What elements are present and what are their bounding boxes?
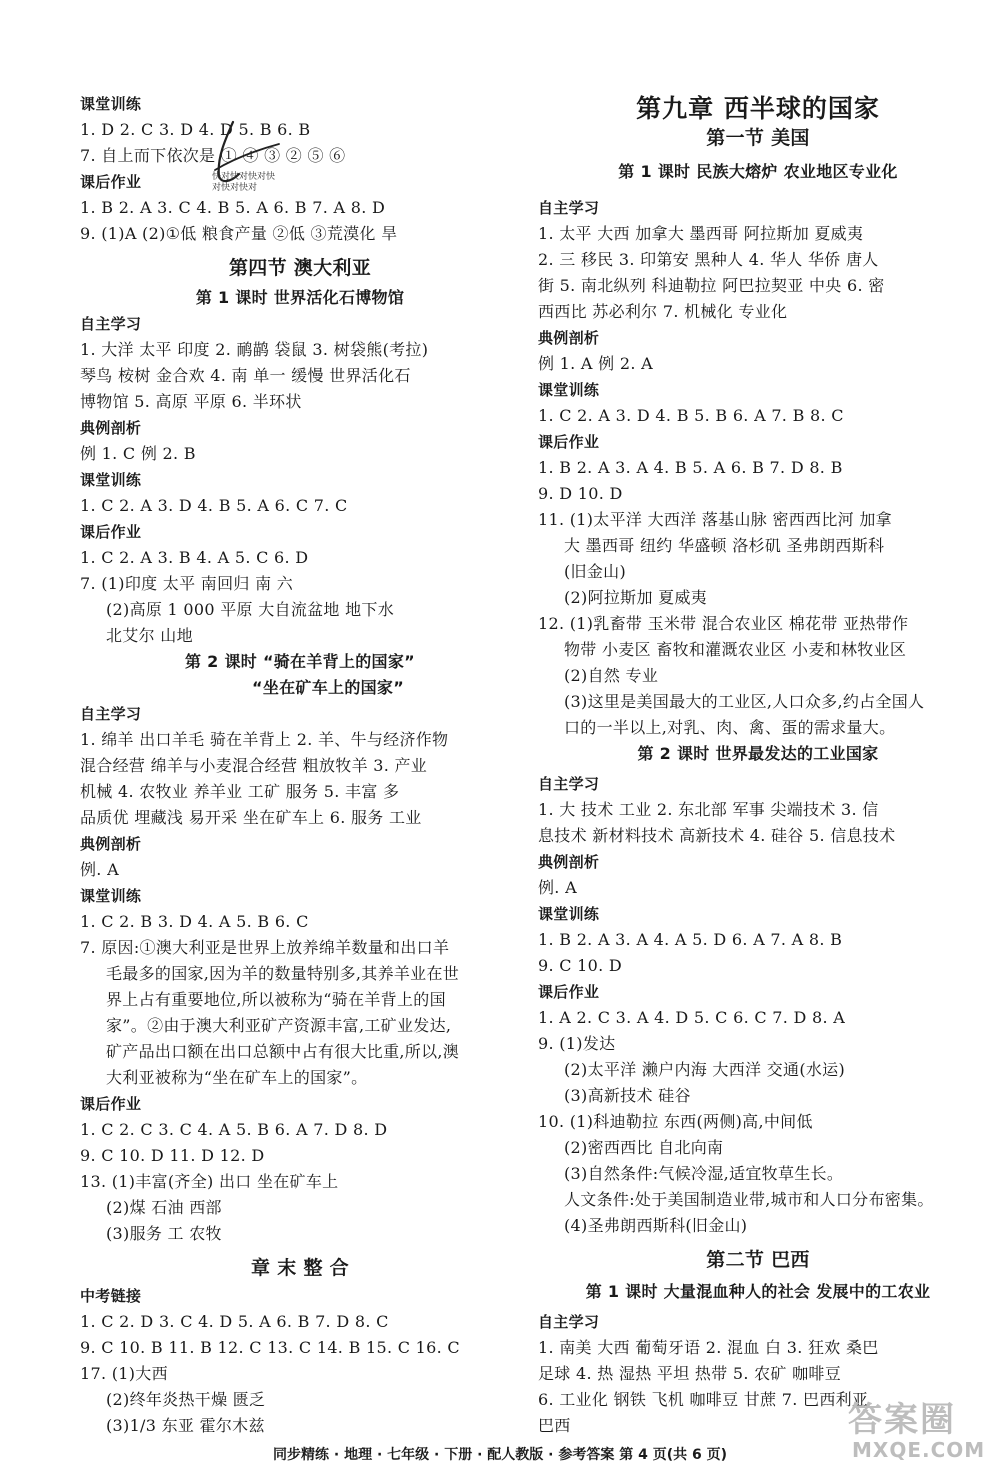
left-section-label: 课堂训练 — [80, 95, 142, 113]
right-answer-line: 1. 大 技术 工业 2. 东北部 军事 尖端技术 3. 信 — [538, 800, 879, 819]
right-answer-line-indented: (3)高新技术 硅谷 — [564, 1086, 691, 1105]
left-answer-line: 混合经营 绵羊与小麦混合经营 粗放牧羊 3. 产业 — [80, 756, 428, 775]
left-section-label: 典例剖析 — [80, 835, 142, 853]
left-answer-line: 博物馆 5. 高原 平原 6. 半环状 — [80, 392, 302, 411]
right-section-label: 课堂训练 — [538, 381, 600, 399]
left-answer-line: 1. C 2. D 3. C 4. D 5. A 6. B 7. D 8. C — [80, 1312, 389, 1331]
right-answer-line: 息技术 新材料技术 高新技术 4. 硅谷 5. 信息技术 — [538, 826, 896, 845]
left-answer-line: 13. (1)丰富(齐全) 出口 坐在矿车上 — [80, 1172, 339, 1191]
left-answer-line: 1. D 2. C 3. D 4. D 5. B 6. B — [80, 120, 311, 139]
left-answer-line: 机械 4. 农牧业 养羊业 工矿 服务 5. 丰富 多 — [80, 782, 400, 801]
right-answer-line-indented: 物带 小麦区 畜牧和灌溉农业区 小麦和林牧业区 — [564, 640, 907, 659]
left-section-label: 课堂训练 — [80, 887, 142, 905]
left-section-label: 课堂训练 — [80, 471, 142, 489]
left-answer-line: 例 1. C 例 2. B — [80, 444, 196, 463]
left-answer-line: 1. 大洋 太平 印度 2. 鸸鹋 袋鼠 3. 树袋熊(考拉) — [80, 340, 429, 359]
page-footer: 同步精练 · 地理 · 七年级 · 下册 · 配人教版 · 参考答案 第 4 页(共 6 页) — [273, 1447, 727, 1463]
left-lesson-heading: 第 2 课时 “骑在羊背上的国家” — [185, 652, 415, 671]
right-answer-line: 例. A — [538, 878, 577, 897]
right-answer-line: 1. A 2. C 3. A 4. D 5. C 6. C 7. D 8. A — [538, 1008, 846, 1027]
right-answer-line: 10. (1)科迪勒拉 东西(两侧)高,中间低 — [538, 1112, 813, 1131]
left-answer-line: 1. C 2. B 3. D 4. A 5. B 6. C — [80, 912, 309, 931]
left-answer-line-indented: 矿产品出口额在出口总额中占有很大比重,所以,澳 — [106, 1042, 460, 1061]
left-section-label: 课后作业 — [80, 523, 142, 541]
right-answer-line: 例 1. A 例 2. A — [538, 354, 653, 373]
left-answer-line: 17. (1)大西 — [80, 1364, 168, 1383]
right-answer-line: 巴西 — [538, 1416, 571, 1435]
left-answer-line: 例. A — [80, 860, 119, 879]
left-answer-line: 1. B 2. A 3. C 4. B 5. A 6. B 7. A 8. D — [80, 198, 386, 217]
left-answer-line-indented: 北艾尔 山地 — [106, 626, 193, 645]
right-answer-line: 1. 太平 大西 加拿大 墨西哥 阿拉斯加 夏威夷 — [538, 224, 864, 243]
right-lesson-heading: 第 1 课时 大量混血种人的社会 发展中的工农业 — [585, 1282, 931, 1301]
right-answer-line: 11. (1)太平洋 大西洋 落基山脉 密西西比河 加拿 — [538, 510, 892, 529]
left-answer-line: 9. C 10. D 11. D 12. D — [80, 1146, 265, 1165]
right-answer-line-indented: (2)自然 专业 — [564, 666, 659, 685]
right-lesson-heading: 第 1 课时 民族大熔炉 农业地区专业化 — [618, 162, 898, 181]
right-answer-line: 2. 三 移民 3. 印第安 黑种人 4. 华人 华侨 唐人 — [538, 250, 879, 269]
left-answer-line-indented: (3)1/3 东亚 霍尔木兹 — [106, 1416, 265, 1435]
right-answer-line-indented: (2)太平洋 濑户内海 大西洋 交通(水运) — [564, 1060, 846, 1079]
left-answer-line: 1. C 2. C 3. C 4. A 5. B 6. A 7. D 8. D — [80, 1120, 388, 1139]
left-answer-line-indented: 家”。②由于澳大利亚矿产资源丰富,工矿业发达, — [106, 1016, 452, 1035]
right-answer-line: 9. C 10. D — [538, 956, 623, 975]
right-section-label: 自主学习 — [538, 775, 600, 793]
right-answer-line-indented: (旧金山) — [564, 562, 626, 581]
right-answer-line: 1. B 2. A 3. A 4. A 5. D 6. A 7. A 8. B — [538, 930, 843, 949]
left-answer-line: 7. 自上而下依次是 ① ④ ③ ② ⑤ ⑥ — [80, 146, 346, 165]
right-answer-line-indented: 大 墨西哥 纽约 华盛顿 洛杉矶 圣弗朗西斯科 — [564, 536, 885, 555]
right-answer-line-indented: (3)自然条件:气候冷湿,适宜牧草生长。 — [564, 1164, 844, 1183]
left-answer-line: 品质优 埋藏浅 易开采 坐在矿车上 6. 服务 工业 — [80, 808, 422, 827]
right-answer-line-indented: (2)阿拉斯加 夏威夷 — [564, 588, 708, 607]
right-answer-line: 1. 南美 大西 葡萄牙语 2. 混血 白 3. 狂欢 桑巴 — [538, 1338, 879, 1357]
left-answer-line: 9. (1)A (2)①低 粮食产量 ②低 ③荒漠化 旱 — [80, 224, 398, 243]
left-section-label: 课后作业 — [80, 1095, 142, 1113]
right-chapter-heading: 第九章 西半球的国家 — [636, 94, 880, 123]
left-section-label: 典例剖析 — [80, 419, 142, 437]
left-answer-line: 7. 原因:①澳大利亚是世界上放养绵羊数量和出口羊 — [80, 938, 450, 957]
right-section-label: 自主学习 — [538, 1313, 600, 1331]
right-answer-line: 9. D 10. D — [538, 484, 623, 503]
right-section-heading: 第一节 美国 — [706, 127, 810, 149]
right-section-label: 典例剖析 — [538, 329, 600, 347]
left-section-label: 中考链接 — [80, 1287, 142, 1305]
left-section-heading: 第四节 澳大利亚 — [228, 257, 371, 279]
left-section-label: 自主学习 — [80, 705, 142, 723]
left-answer-line-indented: 界上占有重要地位,所以被称为“骑在羊背上的国 — [106, 990, 446, 1009]
right-section-label: 课后作业 — [538, 983, 600, 1001]
handwriting-note: 快对快对快对快对快对快对 — [212, 172, 276, 193]
left-answer-line-indented: (3)服务 工 农牧 — [106, 1224, 222, 1243]
left-answer-line: 1. C 2. A 3. B 4. A 5. C 6. D — [80, 548, 309, 567]
left-answer-line-indented: (2)煤 石油 西部 — [106, 1198, 222, 1217]
right-answer-line: 街 5. 南北纵列 科迪勒拉 阿巴拉契亚 中央 6. 密 — [538, 276, 885, 295]
right-answer-line-indented: 口的一半以上,对乳、肉、禽、蛋的需求量大。 — [564, 718, 896, 737]
right-answer-line-indented: (2)密西西比 自北向南 — [564, 1138, 724, 1157]
left-section-heading: 章 末 整 合 — [251, 1257, 349, 1279]
watermark-text: 答案圈 — [848, 1400, 956, 1440]
left-answer-line-indented: 毛最多的国家,因为羊的数量特别多,其养羊业在世 — [106, 964, 460, 983]
right-answer-line-indented: 人文条件:处于美国制造业带,城市和人口分布密集。 — [564, 1190, 934, 1209]
left-answer-line-indented: 大利亚被称为“坐在矿车上的国家”。 — [106, 1068, 368, 1087]
right-section-label: 自主学习 — [538, 199, 600, 217]
right-section-label: 课后作业 — [538, 433, 600, 451]
right-answer-line: 12. (1)乳畜带 玉米带 混合农业区 棉花带 亚热带作 — [538, 614, 909, 633]
right-section-label: 典例剖析 — [538, 853, 600, 871]
left-answer-line: 琴鸟 桉树 金合欢 4. 南 单一 缓慢 世界活化石 — [80, 366, 411, 385]
right-answer-line: 6. 工业化 钢铁 飞机 咖啡豆 甘蔗 7. 巴西利亚 — [538, 1390, 869, 1409]
right-answer-line-indented: (3)这里是美国最大的工业区,人口众多,约占全国人 — [564, 692, 925, 711]
left-section-label: 课后作业 — [80, 173, 142, 191]
left-answer-line: 9. C 10. B 11. B 12. C 13. C 14. B 15. C 16. C — [80, 1338, 460, 1357]
right-answer-line: 1. B 2. A 3. A 4. B 5. A 6. B 7. D 8. B — [538, 458, 843, 477]
watermark-url: MXQE.COM — [852, 1438, 986, 1462]
right-section-heading: 第二节 巴西 — [706, 1249, 810, 1271]
left-answer-line: 1. C 2. A 3. D 4. B 5. A 6. C 7. C — [80, 496, 348, 515]
left-answer-line: 1. 绵羊 出口羊毛 骑在羊背上 2. 羊、牛与经济作物 — [80, 730, 449, 749]
left-lesson-heading-subtitle: “坐在矿车上的国家” — [252, 678, 405, 697]
right-answer-line-indented: (4)圣弗朗西斯科(旧金山) — [564, 1216, 748, 1235]
left-answer-line: 7. (1)印度 太平 南回归 南 六 — [80, 574, 294, 593]
left-lesson-heading: 第 1 课时 世界活化石博物馆 — [195, 288, 405, 307]
right-lesson-heading: 第 2 课时 世界最发达的工业国家 — [637, 744, 879, 763]
left-section-label: 自主学习 — [80, 315, 142, 333]
left-answer-line-indented: (2)高原 1 000 平原 大自流盆地 地下水 — [106, 600, 395, 619]
right-section-label: 课堂训练 — [538, 905, 600, 923]
right-answer-line: 足球 4. 热 湿热 平坦 热带 5. 农矿 咖啡豆 — [538, 1364, 842, 1383]
left-answer-line-indented: (2)终年炎热干燥 匮乏 — [106, 1390, 266, 1409]
right-answer-line: 西西比 苏必利尔 7. 机械化 专业化 — [538, 302, 788, 321]
right-answer-line: 9. (1)发达 — [538, 1034, 616, 1053]
right-answer-line: 1. C 2. A 3. D 4. B 5. B 6. A 7. B 8. C — [538, 406, 844, 425]
